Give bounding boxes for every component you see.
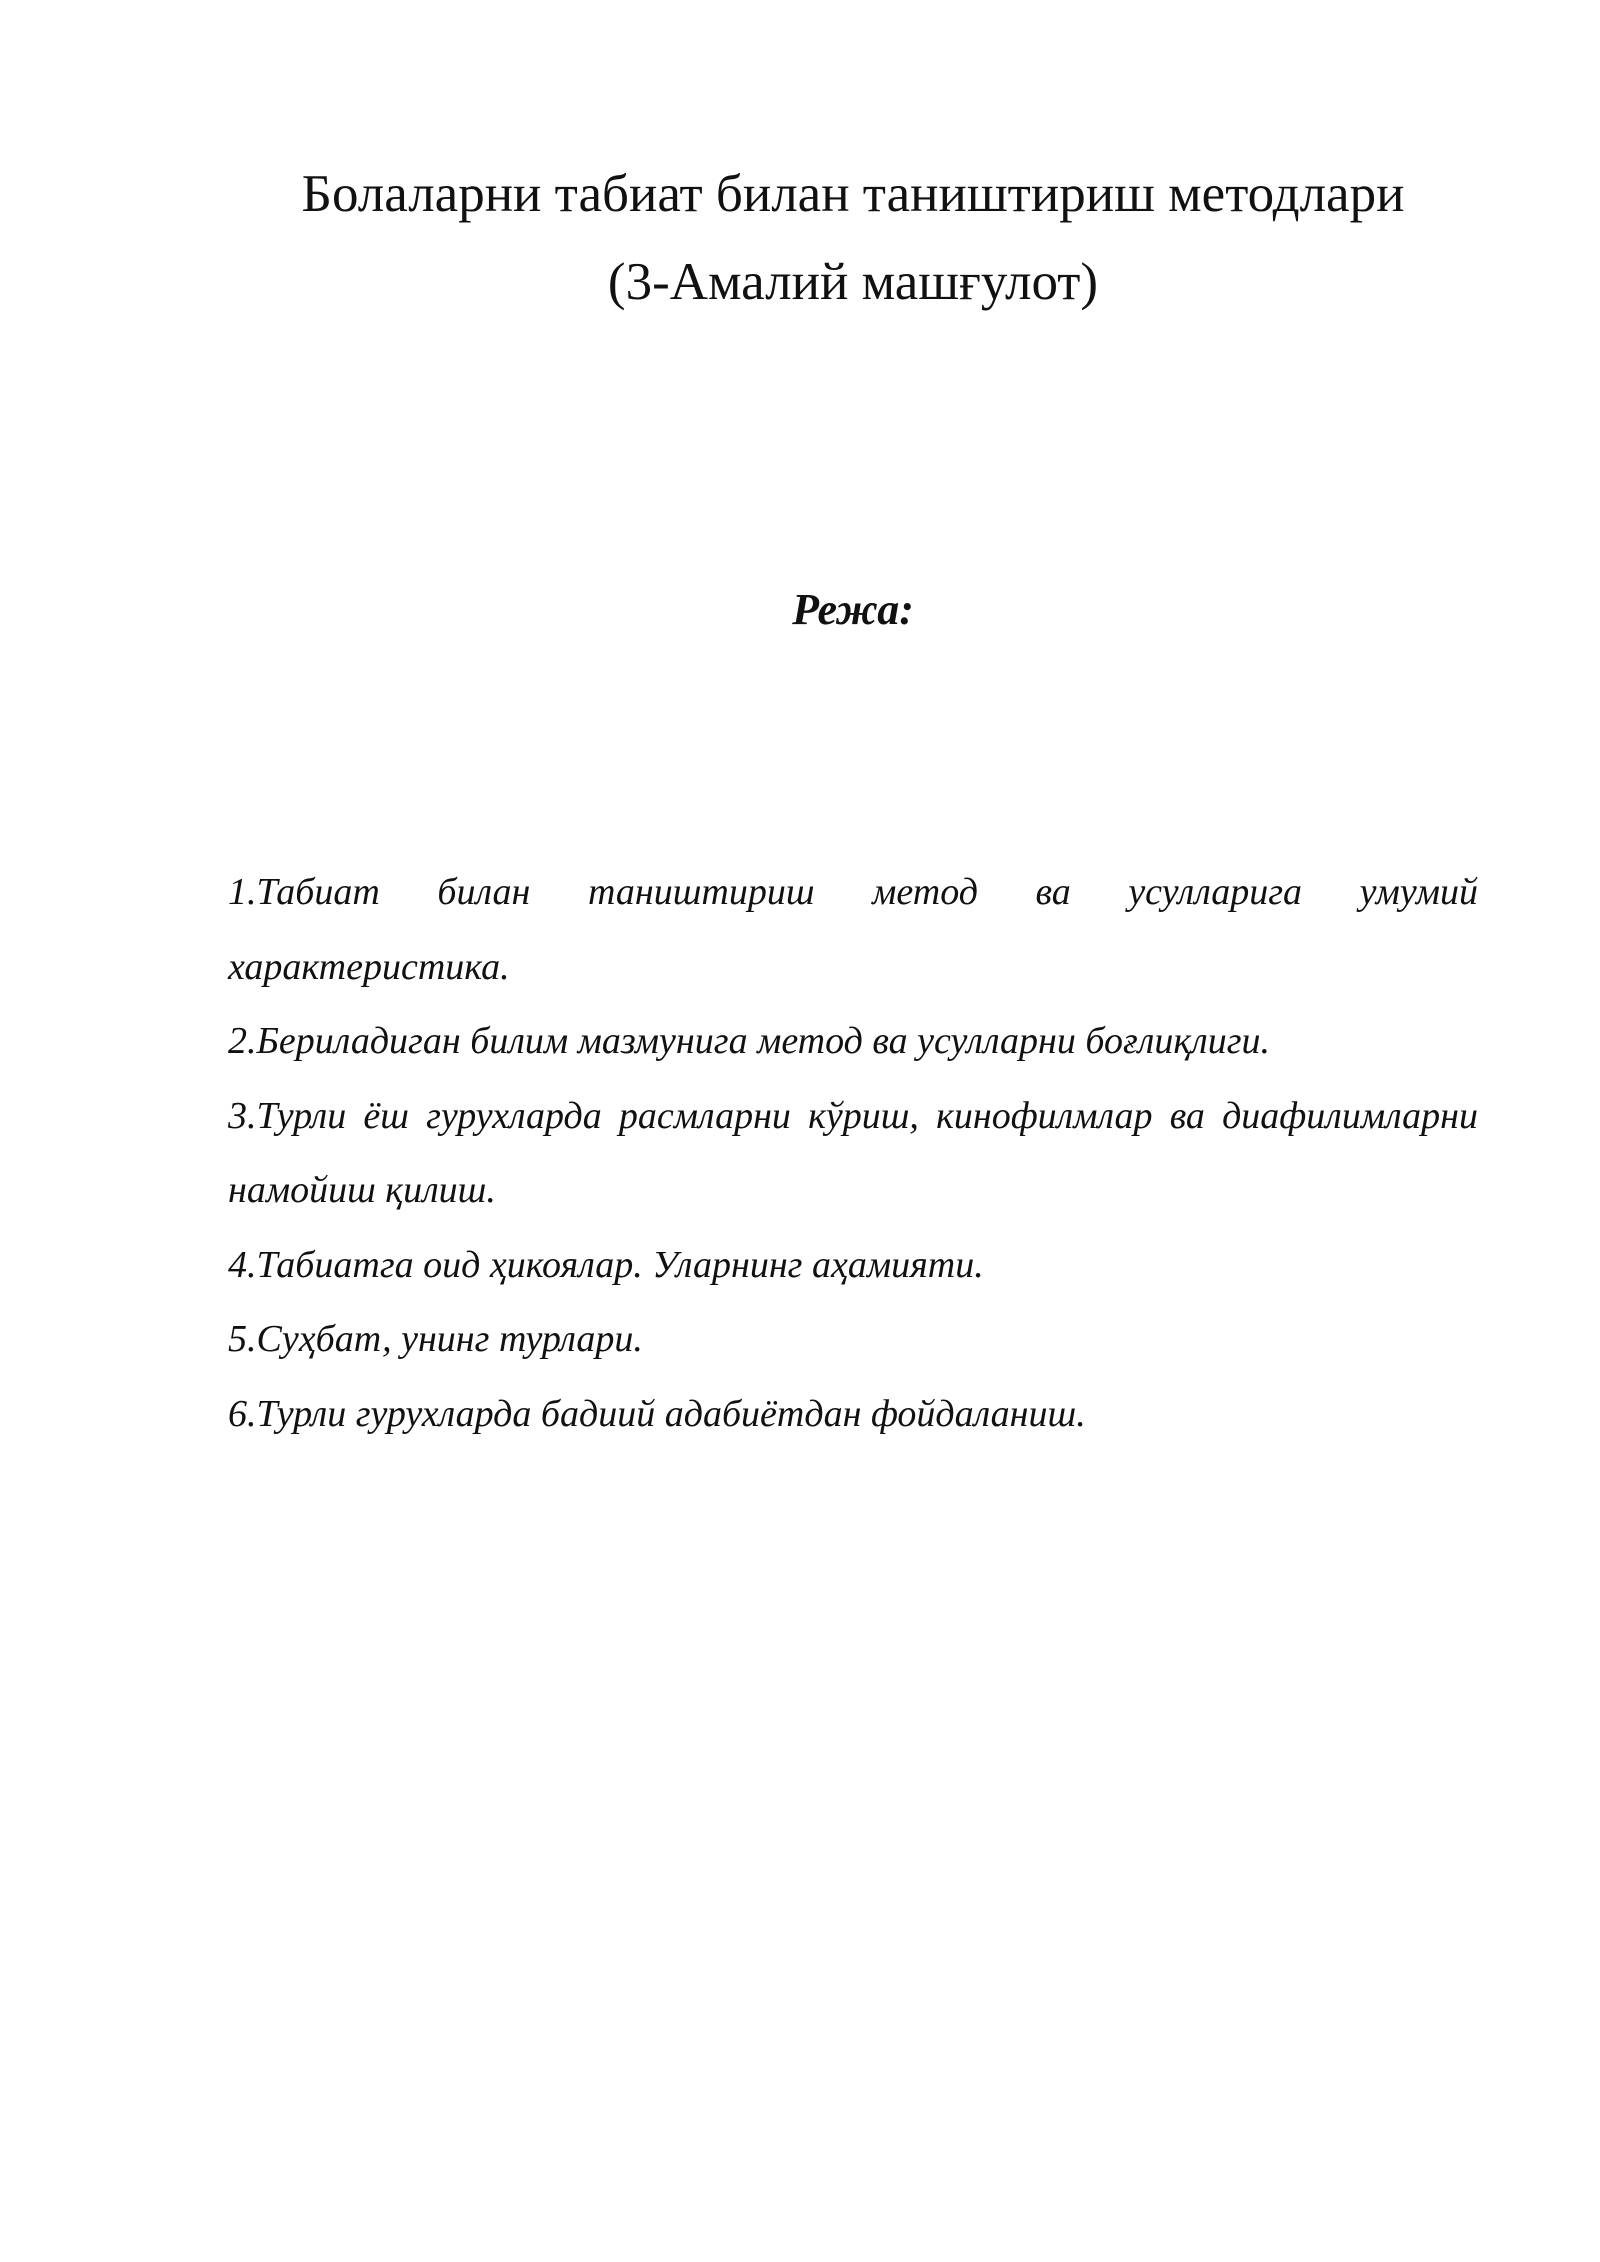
plan-item: 6.Турли гурухларда бадиий адабиётдан фойдаланиш. [228, 1392, 1086, 1435]
title-line-1: Болаларни табиат билан таништириш методлари [301, 165, 1405, 223]
plan-heading: Режа: [792, 585, 914, 634]
plan-item: 4.Табиатга оид ҳикоялар. Уларнинг аҳамияти. [228, 1243, 984, 1286]
title-line-2: (3-Амалий машғулот) [607, 253, 1099, 311]
document-title [228, 150, 1478, 326]
plan-item: 5.Суҳбат, унинг турлари. [228, 1318, 643, 1360]
plan-item: 2.Бериладиган билим мазмунига метод ва усулларни боғлиқлиги. [228, 1020, 1271, 1062]
plan-item: 3.Турли ёш гурухларда расмларни кўриш, кинофилмлар ва диафилимларни намойиш қилиш. [228, 1094, 1478, 1211]
plan-item: 1.Табиат билан таништириш метод ва усулларига умумий характеристика. [228, 871, 1478, 988]
plan-list [228, 855, 1478, 1451]
